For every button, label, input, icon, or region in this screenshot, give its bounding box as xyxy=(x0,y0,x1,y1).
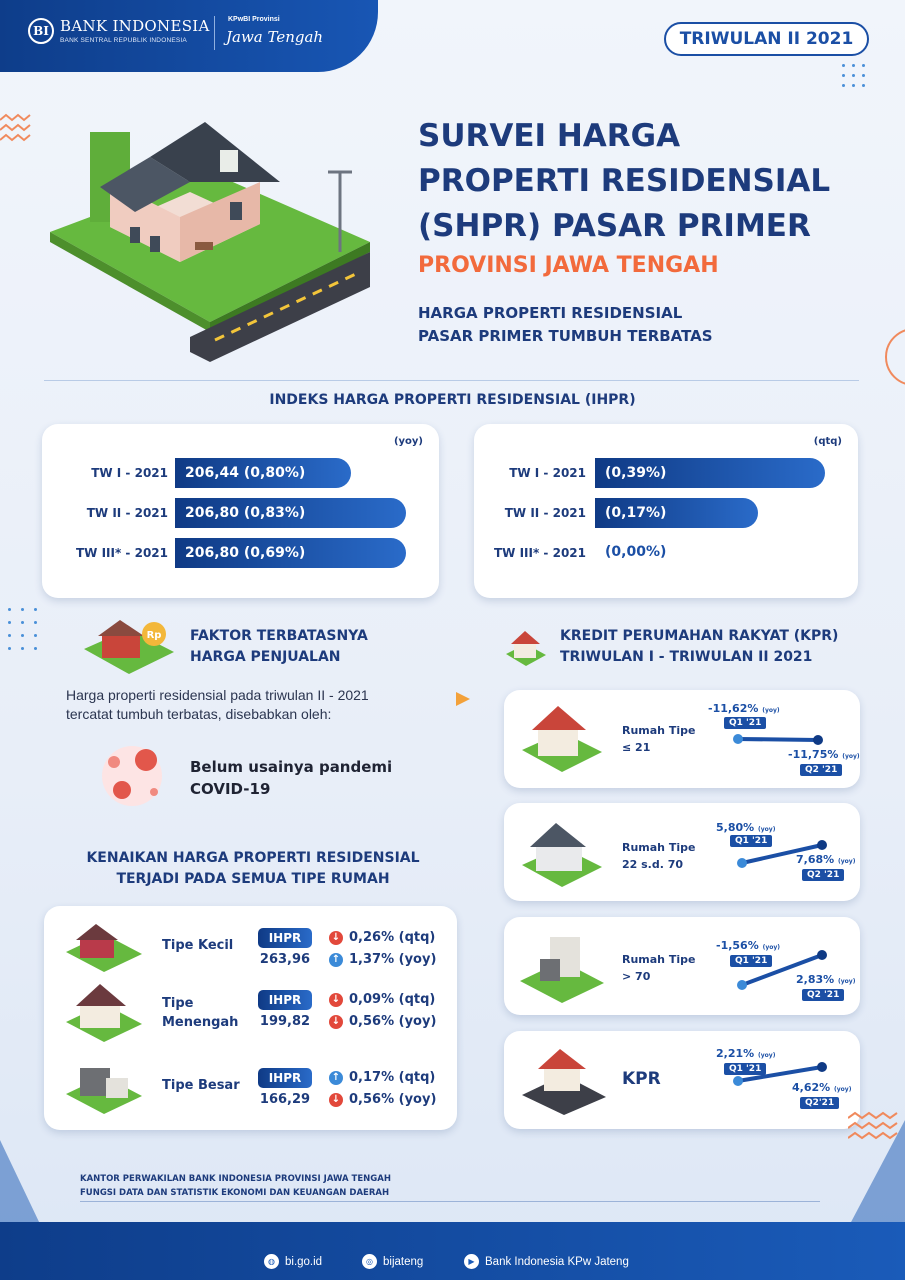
kpr-value-q2 xyxy=(796,973,855,986)
header-divider xyxy=(214,16,215,50)
kpr-heading-line-2: TRIWULAN I - TRIWULAN II 2021 xyxy=(560,649,813,665)
yoy-row-label: TW II - 2021 xyxy=(86,506,168,520)
qtq-bar-value: (0,39%) xyxy=(605,465,667,481)
cause-line-2: COVID-19 xyxy=(190,780,271,798)
kpr-value: -1,56% xyxy=(716,939,759,952)
kenaikan-heading xyxy=(0,848,506,890)
yoy-row-label: TW III* - 2021 xyxy=(75,546,168,560)
kpr-label-line: KPR xyxy=(622,1069,661,1089)
footer-office-line-1: KANTOR PERWAKILAN BANK INDONESIA PROVINSI JAWA TENGAH xyxy=(80,1174,391,1184)
kpr-heading xyxy=(560,626,838,668)
faktor-heading-line-1: FAKTOR TERBATASNYA xyxy=(190,628,368,644)
title-line-3: (SHPR) PASAR PRIMER xyxy=(418,208,811,244)
qtq-unit: (qtq) xyxy=(813,436,842,447)
q1-badge: Q1 '21 xyxy=(724,1063,766,1075)
title-line-1: SURVEI HARGA xyxy=(418,118,681,154)
tipe-name xyxy=(162,936,233,955)
qtq-change xyxy=(329,930,435,945)
kpr-value: 7,68% xyxy=(796,853,835,866)
website-text: bi.go.id xyxy=(285,1255,323,1268)
arrow-up-icon: ↑ xyxy=(329,1071,343,1085)
arrow-down-icon: ↓ xyxy=(329,993,343,1007)
qtq-change-value: 0,09% (qtq) xyxy=(349,992,436,1007)
kpr-house-icon xyxy=(506,628,546,666)
kpr-card-label xyxy=(622,1069,661,1089)
kenaikan-heading-line-2: TERJADI PADA SEMUA TIPE RUMAH xyxy=(116,871,390,887)
kpr-value: 2,83% xyxy=(796,973,835,986)
tipe-name-line: Tipe xyxy=(162,996,194,1011)
q1-badge: Q1 '21 xyxy=(730,955,772,967)
small-house-icon xyxy=(66,920,142,972)
tipe-name-line: Tipe Kecil xyxy=(162,938,234,953)
kpr-card-label xyxy=(622,951,695,985)
yoy-change-value: 1,37% (yoy) xyxy=(349,952,437,967)
org-name: BANK INDONESIA xyxy=(60,17,210,35)
yoy-bar xyxy=(175,458,351,488)
ihpr-section-title: INDEKS HARGA PROPERTI RESIDENSIAL (IHPR) xyxy=(269,392,636,408)
qtq-bar xyxy=(595,458,825,488)
kpr-value: -11,62% xyxy=(708,702,759,715)
footer-bar xyxy=(0,1222,905,1280)
yoy-unit: (yoy) xyxy=(393,436,423,447)
kpr-label-line: Rumah Tipe xyxy=(622,724,696,737)
ihpr-value: 263,96 xyxy=(259,952,311,967)
kpr-unit: (yoy) xyxy=(834,1086,852,1093)
triangle-decor-icon xyxy=(456,692,470,706)
kpr-value-q1 xyxy=(716,821,775,834)
q2-badge: Q2 '21 xyxy=(802,989,844,1001)
qtq-change xyxy=(329,1070,435,1085)
qtq-row-label: TW III* - 2021 xyxy=(493,546,586,560)
yoy-bar xyxy=(175,498,406,528)
house-rp-icon xyxy=(84,614,174,674)
tipe-name-line: Tipe Besar xyxy=(162,1078,240,1093)
qtq-bar xyxy=(595,498,758,528)
large-house-icon xyxy=(66,1058,142,1114)
period-badge: TRIWULAN II 2021 xyxy=(664,22,869,56)
kpr-value-q2 xyxy=(796,853,855,866)
medium-house-icon xyxy=(66,982,142,1042)
trend-line xyxy=(732,732,824,748)
qtq-bar-value: (0,00%) xyxy=(605,544,667,560)
q2-badge: Q2 '21 xyxy=(800,764,842,776)
kpr-value: 5,80% xyxy=(716,821,755,834)
virus-icon xyxy=(94,738,174,810)
website-link[interactable] xyxy=(264,1254,322,1269)
kpr-heading-line-1: KREDIT PERUMAHAN RAKYAT (KPR) xyxy=(560,628,839,644)
wave-decor-icon xyxy=(0,112,40,152)
tipe-rumah-panel xyxy=(44,906,457,1130)
faktor-heading-line-2: HARGA PENJUALAN xyxy=(190,649,341,665)
headline-tagline xyxy=(418,302,838,348)
kpr-card-label xyxy=(622,839,695,873)
bank-indonesia-logo-icon: BI xyxy=(28,18,54,44)
footer-office-line-2: FUNGSI DATA DAN STATISTIK EKONOMI DAN KEUANGAN DAERAH xyxy=(80,1188,390,1198)
kpr-unit: (yoy) xyxy=(762,944,781,951)
yoy-change-value: 0,56% (yoy) xyxy=(349,1014,437,1029)
qtq-bar-value: (0,17%) xyxy=(605,505,667,521)
kpr-label-line: > 70 xyxy=(622,970,651,983)
qtq-row-label: TW I - 2021 xyxy=(509,466,586,480)
q2-badge: Q2 '21 xyxy=(802,869,844,881)
kpw-region: Jawa Tengah xyxy=(226,28,324,46)
arrow-up-icon: ↑ xyxy=(329,953,343,967)
kpr-label-line: Rumah Tipe xyxy=(622,841,696,854)
province-title: PROVINSI JAWA TENGAH xyxy=(418,253,719,278)
kpr-value-q2 xyxy=(788,748,860,761)
kpr-value: -11,75% xyxy=(788,748,839,761)
main-title xyxy=(418,114,878,249)
separator-line xyxy=(44,380,859,381)
instagram-icon: ◎ xyxy=(362,1254,377,1269)
ihpr-badge: IHPR xyxy=(258,928,312,948)
arrow-down-icon: ↓ xyxy=(329,1015,343,1029)
house-medium-icon xyxy=(522,817,602,887)
house-illustration xyxy=(40,112,380,362)
faktor-heading xyxy=(190,626,368,668)
kpw-label: KPwBI Provinsi xyxy=(228,16,280,23)
q1-badge: Q1 '21 xyxy=(730,835,772,847)
kpr-unit: (yoy) xyxy=(758,826,776,833)
qtq-row-label: TW II - 2021 xyxy=(504,506,586,520)
kpr-unit: (yoy) xyxy=(842,753,860,760)
kpr-unit: (yoy) xyxy=(762,707,780,714)
rp-badge: Rp xyxy=(146,630,162,641)
decor-dots-left xyxy=(8,608,37,650)
yoy-change xyxy=(329,952,436,967)
ihpr-badge: IHPR xyxy=(258,1068,312,1088)
tipe-name xyxy=(162,994,238,1032)
kpr-card xyxy=(504,1031,860,1129)
footer-office xyxy=(80,1172,391,1200)
decor-dots-top xyxy=(842,64,865,87)
instagram-text: bijateng xyxy=(383,1255,424,1268)
yoy-bar-value: 206,44 (0,80%) xyxy=(185,465,306,481)
qtq-change-value: 0,26% (qtq) xyxy=(349,930,436,945)
house-small-icon xyxy=(522,702,602,774)
faktor-description xyxy=(66,686,369,724)
cause-line-1: Belum usainya pandemi xyxy=(190,758,393,776)
q2-badge: Q2'21 xyxy=(800,1097,839,1109)
title-line-2: PROPERTI RESIDENSIAL xyxy=(418,163,831,199)
kpr-card-label xyxy=(622,722,695,756)
kpr-card xyxy=(504,917,860,1015)
kpr-label-line: ≤ 21 xyxy=(622,741,651,754)
kpr-value-q1 xyxy=(708,702,780,715)
kpr-value-q2 xyxy=(792,1081,851,1094)
arrow-down-icon: ↓ xyxy=(329,1093,343,1107)
youtube-icon: ▶ xyxy=(464,1254,479,1269)
ihpr-yoy-panel xyxy=(42,424,439,598)
ihpr-value: 199,82 xyxy=(259,1014,311,1029)
org-subtitle: BANK SENTRAL REPUBLIK INDONESIA xyxy=(60,37,187,44)
kenaikan-heading-line-1: KENAIKAN HARGA PROPERTI RESIDENSIAL xyxy=(86,850,420,866)
faktor-description-line-1: Harga properti residensial pada triwulan II - 2021 xyxy=(66,687,369,703)
house-large-icon xyxy=(520,929,604,1003)
yoy-change xyxy=(329,1092,436,1107)
kpr-value: 2,21% xyxy=(716,1047,755,1060)
kpr-unit: (yoy) xyxy=(838,858,856,865)
ihpr-qtq-panel xyxy=(474,424,858,598)
ihpr-badge: IHPR xyxy=(258,990,312,1010)
tipe-name xyxy=(162,1076,240,1095)
yoy-bar-value: 206,80 (0,69%) xyxy=(185,545,306,561)
kpr-street-house-icon xyxy=(522,1045,606,1115)
kpr-unit: (yoy) xyxy=(758,1052,776,1059)
footer-separator xyxy=(80,1201,820,1202)
globe-icon: ◍ xyxy=(264,1254,279,1269)
tagline-line-1: HARGA PROPERTI RESIDENSIAL xyxy=(418,304,683,322)
kpr-label-line: 22 s.d. 70 xyxy=(622,858,684,871)
yoy-change xyxy=(329,1014,436,1029)
faktor-description-line-2: tercatat tumbuh terbatas, disebabkan oleh: xyxy=(66,706,332,722)
youtube-link[interactable] xyxy=(464,1254,629,1269)
yoy-bar xyxy=(175,538,406,568)
tagline-line-2: PASAR PRIMER TUMBUH TERBATAS xyxy=(418,327,713,345)
instagram-link[interactable] xyxy=(362,1254,423,1269)
kpr-unit: (yoy) xyxy=(838,978,856,985)
qtq-change xyxy=(329,992,435,1007)
kpr-card xyxy=(504,803,860,901)
youtube-text: Bank Indonesia KPw Jateng xyxy=(485,1255,629,1268)
kpr-value: 4,62% xyxy=(792,1081,831,1094)
qtq-change-value: 0,17% (qtq) xyxy=(349,1070,436,1085)
yoy-bar-value: 206,80 (0,83%) xyxy=(185,505,306,521)
arrow-down-icon: ↓ xyxy=(329,931,343,945)
ihpr-value: 166,29 xyxy=(259,1092,311,1107)
covid-cause xyxy=(190,756,392,800)
q1-badge: Q1 '21 xyxy=(724,717,766,729)
kpr-card xyxy=(504,690,860,788)
yoy-row-label: TW I - 2021 xyxy=(91,466,168,480)
kpr-label-line: Rumah Tipe xyxy=(622,953,696,966)
yoy-change-value: 0,56% (yoy) xyxy=(349,1092,437,1107)
tipe-name-line: Menengah xyxy=(162,1015,239,1030)
circle-decor-icon xyxy=(878,326,905,388)
